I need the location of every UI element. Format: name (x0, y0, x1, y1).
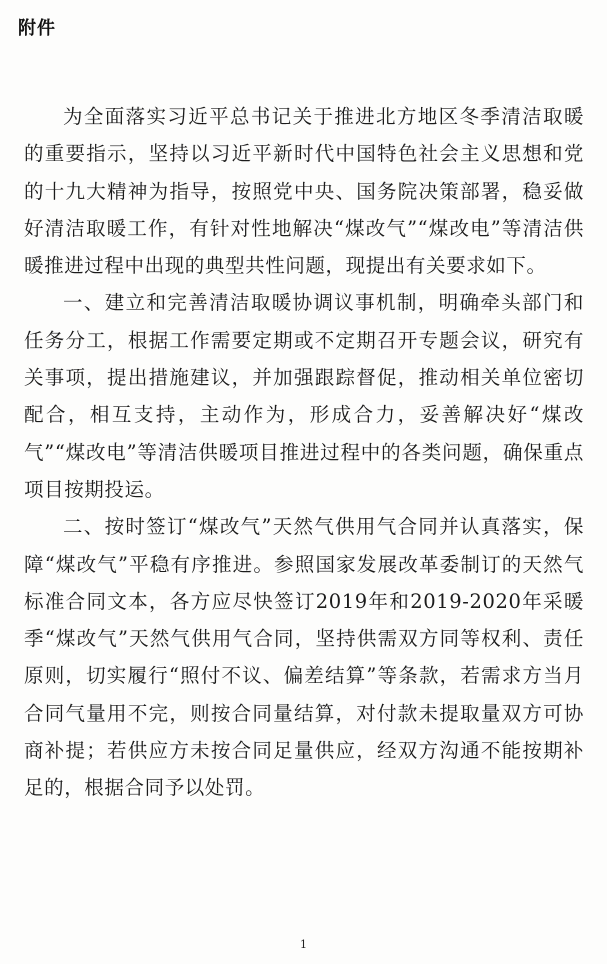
paragraph-intro: 为全面落实习近平总书记关于推进北方地区冬季清洁取暖的重要指示，坚持以习近平新时代中国特色社会主义思想和党的十九大精神为指导，按照党中央、国务院决策部署，稳妥做好清洁取暖工作，有针对性地解决“煤改气”“煤改电”等清洁供暖推进过程中出现的典型共性问题，现提出有关要求如下。 (24, 105, 584, 278)
page-number: 1 (300, 938, 307, 951)
document-body (24, 98, 584, 807)
paragraph-item-2: 二、按时签订“煤改气”天然气供用气合同并认真落实，保障“煤改气”平稳有序推进。参照国家发展改革委制订的天然气标准合同文本，各方应尽快签订2019年和2019-2020年采暖季“煤改气”天然气供用气合同，坚持供需双方同等权利、责任原则，切实履行“照付不议、偏差结算”等条款，若需求方当月合同气量用不完，则按合同量结算，对付款未提取量双方可协商补提；若供应方未按合同足量供应，经双方沟通不能按期补足的，根据合同予以处罚。 (24, 515, 584, 800)
attachment-label: 附件 (18, 18, 56, 39)
paragraph-item-1: 一、建立和完善清洁取暖协调议事机制，明确牵头部门和任务分工，根据工作需要定期或不定期召开专题会议，研究有关事项，提出措施建议，并加强跟踪督促，推动相关单位密切配合，相互支持，主动作为，形成合力，妥善解决好“煤改气”“煤改电”等清洁供暖项目推进过程中的各类问题，确保重点项目按期投运。 (24, 291, 584, 501)
